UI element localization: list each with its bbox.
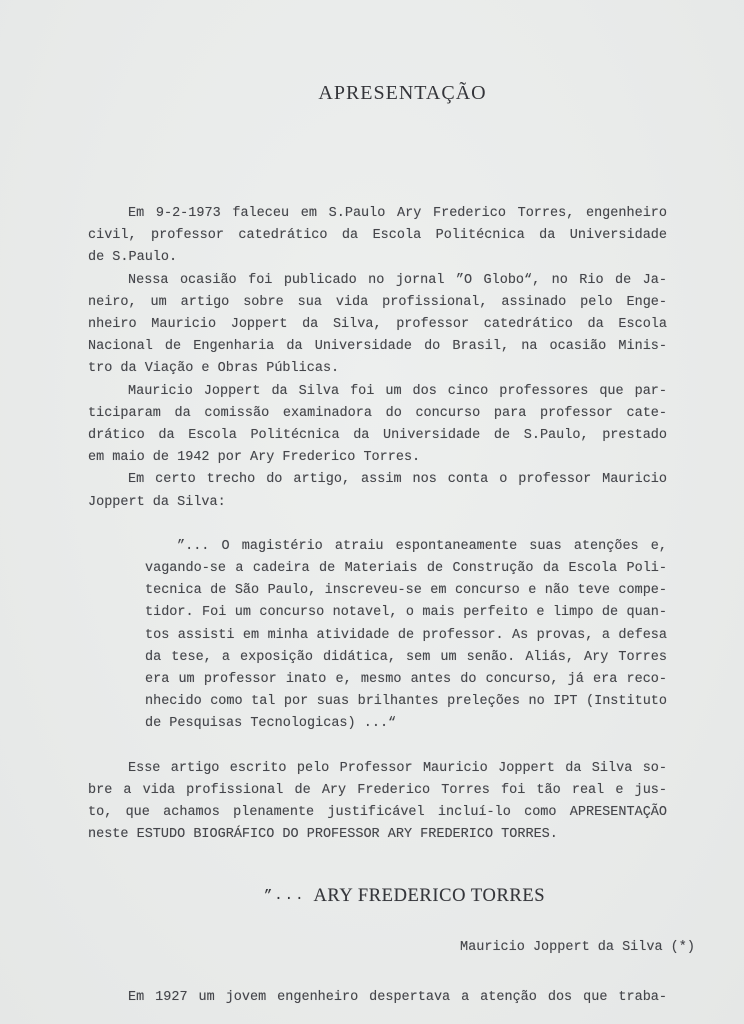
text-line: tro da Viação e Obras Públicas. — [88, 361, 340, 377]
body-text — [88, 203, 695, 1009]
paragraph — [88, 270, 667, 381]
continuation-paragraph — [88, 987, 667, 1009]
paragraph — [88, 203, 667, 270]
text-line: to, que achamos plenamente justificável incluí-lo como APRESENTAÇÃO — [88, 805, 667, 821]
text-line: bre a vida profissional de Ary Frederico Torres foi tão real e jus- — [88, 782, 667, 798]
text-line: Mauricio Joppert da Silva foi um dos cinco professores que par- — [128, 383, 667, 399]
text-line: ”... O magistério atraiu espontaneamente suas atenções e, — [177, 538, 667, 554]
paragraph — [88, 469, 667, 513]
text-line: neiro, um artigo sobre sua vida profissional, assinado pelo Enge- — [88, 294, 667, 310]
quote-ellipsis-prefix: ”... — [263, 888, 306, 905]
text-line: civil, professor catedrático da Escola Politécnica da Universidade — [88, 228, 667, 244]
text-line: tidor. Foi um concurso notavel, o mais perfeito e limpo de quan- — [145, 605, 667, 621]
text-line: neste ESTUDO BIOGRÁFICO DO PROFESSOR ARY FREDERICO TORRES. — [88, 827, 558, 843]
text-line: de Pesquisas Tecnologicas) ...“ — [145, 716, 397, 732]
text-line: vagando-se a cadeira de Materiais de Construção da Escola Poli- — [145, 561, 667, 577]
text-line: Em 9-2-1973 faleceu em S.Paulo Ary Frederico Torres, engenheiro — [128, 206, 667, 221]
closing-paragraph — [88, 758, 667, 847]
text-line: tecnica de São Paulo, inscreveu-se em concurso e não teve compe- — [145, 583, 667, 599]
author-byline: Mauricio Joppert da Silva (*) — [460, 939, 695, 955]
text-line: da tese, a exposição didática, sem um senão. Aliás, Ary Torres — [145, 649, 667, 665]
text-line: Nessa ocasião foi publicado no jornal ”O Globo“, no Rio de Ja- — [128, 272, 667, 288]
paragraph — [88, 381, 667, 470]
text-line: era um professor inato e, mesmo antes do concurso, já era reco- — [145, 672, 667, 688]
text-line: de S.Paulo. — [88, 250, 178, 266]
text-line: Em 1927 um jovem engenheiro despertava a atenção dos que traba- — [128, 989, 667, 1005]
text-line: tos assisti em minha atividade de professor. As provas, a defesa — [145, 627, 667, 643]
text-line: Em certo trecho do artigo, assim nos conta o professor Mauricio — [128, 472, 667, 488]
section-heading — [115, 885, 694, 910]
text-line: Joppert da Silva: — [88, 494, 226, 510]
text-line: ticiparam da comissão examinadora do concurso para professor cate- — [88, 405, 667, 421]
page-title: APRESENTAÇÃO — [318, 82, 487, 104]
text-line: Esse artigo escrito pelo Professor Mauricio Joppert da Silva so- — [128, 760, 667, 776]
text-line: nheiro Mauricio Joppert da Silva, professor catedrático da Escola — [88, 317, 667, 333]
text-line: nhecido como tal por suas brilhantes preleções no IPT (Instituto — [145, 694, 667, 710]
text-line: drático da Escola Politécnica da Universidade de S.Paulo, prestado — [88, 428, 667, 444]
section-heading-text: ARY FREDERICO TORRES — [313, 886, 546, 907]
block-quote — [145, 536, 667, 736]
text-line: Nacional de Engenharia da Universidade do Brasil, na ocasião Minis- — [88, 339, 667, 355]
text-line: em maio de 1942 por Ary Frederico Torres. — [88, 450, 421, 466]
